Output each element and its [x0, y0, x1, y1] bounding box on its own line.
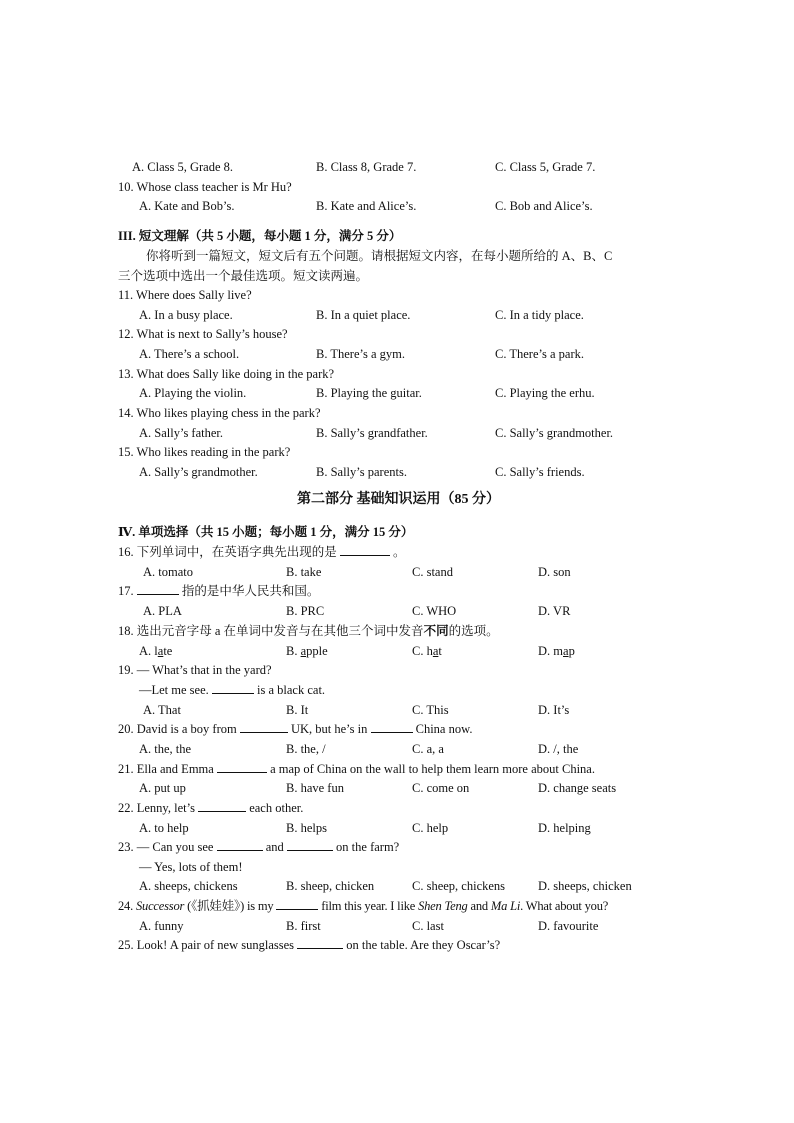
q24-name2: Ma Li	[490, 899, 521, 913]
q12-option-a: A. There’s a school.	[139, 347, 240, 361]
q21-stem-pre: 21. Ella and Emma	[118, 762, 214, 776]
q20-stem-mid: UK, but he’s in	[290, 722, 368, 736]
q24-title: Successor	[135, 899, 185, 913]
q22-option-d: D. helping	[538, 821, 591, 835]
q18-option-d	[538, 643, 575, 659]
q10-option-c: C. Bob and Alice’s.	[495, 199, 593, 213]
q23-stem	[118, 839, 399, 855]
q20-option-a: A. the, the	[139, 742, 192, 756]
q16-option-d: D. son	[538, 565, 571, 579]
q21-option-c: C. come on	[412, 781, 470, 795]
q12-stem: 12. What is next to Sally’s house?	[118, 327, 288, 341]
q15-option-c: C. Sally’s friends.	[495, 465, 585, 479]
q23-option-c: C. sheep, chickens	[412, 879, 506, 893]
q23-option-a: A. sheeps, chickens	[139, 879, 238, 893]
q23-option-d: D. sheeps, chicken	[538, 879, 632, 893]
q23-stem-mid: and	[265, 840, 284, 854]
q9-option-c: C. Class 5, Grade 7.	[495, 160, 596, 174]
q24-name1: Shen Teng	[418, 899, 468, 913]
q23-stem-post: on the farm?	[336, 840, 400, 854]
q17-option-d: D. VR	[538, 604, 571, 618]
q23-option-b: B. sheep, chicken	[286, 879, 375, 893]
q11-option-c: C. In a tidy place.	[495, 308, 584, 322]
q17-blank	[137, 583, 179, 595]
q20-option-d: D. /, the	[538, 742, 579, 756]
q20-option-c: C. a, a	[412, 742, 444, 756]
q19-line2	[139, 682, 325, 698]
q25-stem	[118, 937, 500, 953]
q19-blank	[212, 682, 254, 694]
q14-option-a: A. Sally’s father.	[139, 426, 224, 440]
q15-option-b: B. Sally’s parents.	[316, 465, 407, 479]
q18-option-d-underlined: a	[563, 644, 569, 658]
q17-num: 17.	[118, 584, 134, 598]
q24-option-b: B. first	[286, 919, 321, 933]
q18-stem	[118, 623, 499, 639]
q23-line2: — Yes, lots of them!	[139, 860, 243, 874]
q20-stem-post: China now.	[415, 722, 473, 736]
q24-option-d: D. favourite	[538, 919, 599, 933]
q10-option-b: B. Kate and Alice’s.	[316, 199, 417, 213]
q9-option-b: B. Class 8, Grade 7.	[316, 160, 417, 174]
q24-and: and	[470, 899, 488, 913]
q23-blank-2	[287, 839, 333, 851]
q17-stem-post: 指的是中华人民共和国。	[181, 584, 320, 598]
q18-stem-pre: 18. 选出元音字母 a 在单词中发音与在其他三个词中发音	[118, 624, 424, 638]
q22-stem-pre: 22. Lenny, let’s	[118, 801, 195, 815]
q17-option-b: B. PRC	[286, 604, 325, 618]
q21-stem-post: a map of China on the wall to help them learn more about China.	[270, 762, 595, 776]
q22-option-a: A. to help	[139, 821, 189, 835]
q18-option-a	[139, 643, 172, 659]
q24-stem	[118, 898, 608, 914]
q19-option-b: B. It	[286, 703, 309, 717]
q11-option-b: B. In a quiet place.	[316, 308, 411, 322]
q18-option-c	[412, 643, 442, 659]
q19-stem: 19. — What’s that in the yard?	[118, 663, 272, 677]
q21-option-d: D. change seats	[538, 781, 617, 795]
q19-option-c: C. This	[412, 703, 449, 717]
q17-option-a: A. PLA	[143, 604, 182, 618]
q16-option-b: B. take	[286, 565, 322, 579]
q15-option-a: A. Sally’s grandmother.	[139, 465, 258, 479]
q18-option-c-label: C. h	[412, 644, 433, 658]
q18-option-a-label: A. l	[139, 644, 158, 658]
q23-stem-pre: 23. — Can you see	[118, 840, 214, 854]
q20-blank-1	[240, 721, 288, 733]
q12-option-b: B. There’s a gym.	[316, 347, 405, 361]
q18-option-b-label: B.	[286, 644, 301, 658]
q19-option-a: A. That	[143, 703, 181, 717]
q16-option-c: C. stand	[412, 565, 453, 579]
q21-option-a: A. put up	[139, 781, 186, 795]
q13-option-c: C. Playing the erhu.	[495, 386, 595, 400]
q10-option-a: A. Kate and Bob’s.	[139, 199, 235, 213]
q19-line2-post: is a black cat.	[257, 683, 326, 697]
q23-blank-1	[217, 839, 263, 851]
q21-stem	[118, 761, 595, 777]
section3-heading: III. 短文理解（共 5 小题，每小题 1 分，满分 5 分）	[118, 229, 402, 243]
q24-option-a: A. funny	[139, 919, 184, 933]
part2-title: 第二部分 基础知识运用（85 分）	[297, 492, 500, 507]
q22-blank	[198, 800, 246, 812]
q13-option-a: A. Playing the violin.	[139, 386, 247, 400]
q16-stem	[118, 544, 406, 560]
q19-option-d: D. It’s	[538, 703, 570, 717]
q18-option-c-rest: t	[438, 644, 442, 658]
q24-num: 24.	[118, 899, 134, 913]
q18-option-b-underlined: a	[300, 644, 307, 658]
q11-stem: 11. Where does Sally live?	[118, 288, 252, 302]
q25-blank	[297, 937, 343, 949]
section3-instruction-line1: 你将听到一篇短文，短文后有五个问题。请根据短文内容，在每小题所给的 A、B、C	[146, 249, 613, 263]
q13-stem: 13. What does Sally like doing in the park?	[118, 367, 335, 381]
q18-option-b-rest: pple	[306, 644, 328, 658]
q25-stem-pre: 25. Look! A pair of new sunglasses	[118, 938, 295, 952]
q14-option-c: C. Sally’s grandmother.	[495, 426, 614, 440]
q11-option-a: A. In a busy place.	[139, 308, 233, 322]
q20-stem	[118, 721, 472, 737]
q21-option-b: B. have fun	[286, 781, 344, 795]
q15-stem: 15. Who likes reading in the park?	[118, 445, 291, 459]
q22-option-c: C. help	[412, 821, 449, 835]
q10-stem: 10. Whose class teacher is Mr Hu?	[118, 180, 292, 194]
q21-blank	[217, 761, 267, 773]
q18-option-b	[286, 643, 328, 659]
q18-option-a-underlined: a	[157, 644, 164, 658]
q16-option-a: A. tomato	[143, 565, 193, 579]
q22-stem-post: each other.	[249, 801, 304, 815]
q18-option-d-label: D. m	[538, 644, 563, 658]
q18-option-d-rest: p	[568, 644, 575, 658]
q9-option-a: A. Class 5, Grade 8.	[132, 160, 234, 174]
section4-heading: Ⅳ. 单项选择（共 15 小题；每小题 1 分，满分 15 分）	[118, 525, 414, 539]
q24-mid: film this year. I like	[321, 899, 416, 913]
q20-stem-pre: 20. David is a boy from	[118, 722, 237, 736]
q12-option-c: C. There’s a park.	[495, 347, 584, 361]
q24-cn: (《抓娃娃》) is my	[187, 899, 274, 913]
q13-option-b: B. Playing the guitar.	[316, 386, 422, 400]
q18-option-a-rest: te	[163, 644, 173, 658]
q22-option-b: B. helps	[286, 821, 327, 835]
q14-option-b: B. Sally’s grandfather.	[316, 426, 428, 440]
q14-stem: 14. Who likes playing chess in the park?	[118, 406, 321, 420]
q24-option-c: C. last	[412, 919, 444, 933]
q20-blank-2	[371, 721, 413, 733]
q19-line2-pre: —Let me see.	[139, 683, 209, 697]
q16-blank	[340, 544, 390, 556]
q18-stem-post: 的选项。	[448, 624, 499, 638]
q25-stem-post: on the table. Are they Oscar’s?	[346, 938, 501, 952]
q24-blank	[276, 898, 318, 910]
q17-option-c: C. WHO	[412, 604, 457, 618]
q18-stem-bold: 不同	[423, 624, 449, 638]
q20-option-b: B. the, /	[286, 742, 326, 756]
section3-instruction-line2: 三个选项中选出一个最佳选项。短文读两遍。	[118, 269, 369, 283]
q18-option-c-underlined: a	[432, 644, 439, 658]
q16-stem-pre: 16. 下列单词中，在英语字典先出现的是	[118, 545, 337, 559]
q17-stem	[118, 583, 319, 599]
q22-stem	[118, 800, 303, 816]
q24-post: . What about you?	[520, 899, 609, 913]
q16-stem-post: 。	[393, 545, 406, 559]
